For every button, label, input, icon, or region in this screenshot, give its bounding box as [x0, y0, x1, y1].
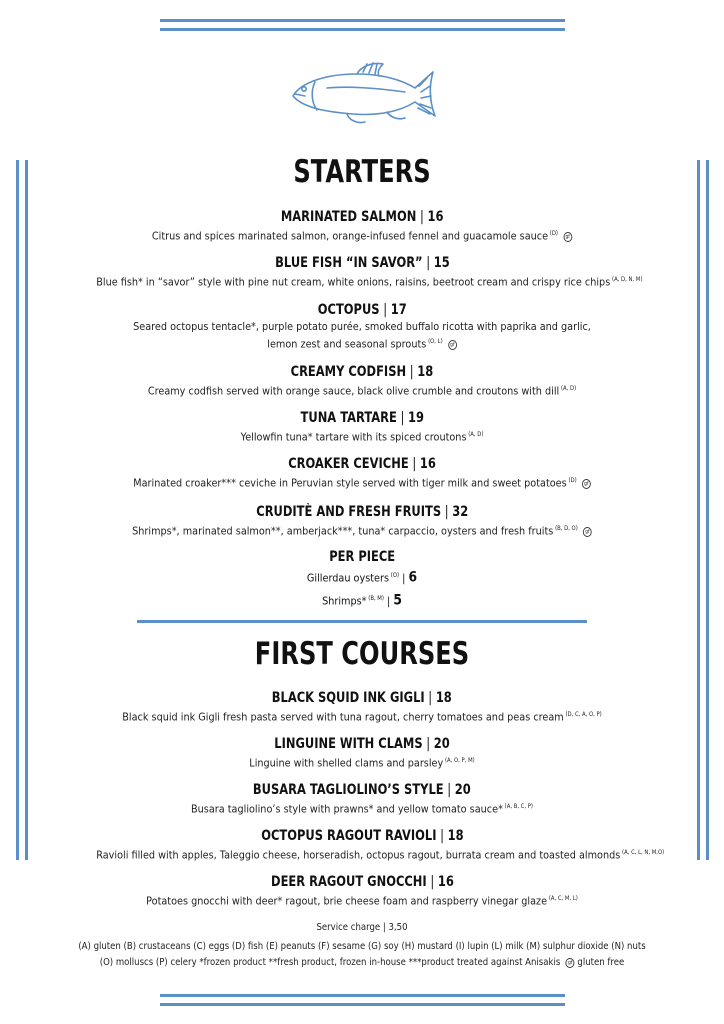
item-description: Ravioli filled with apples, Taleggio cheese, horseradish, octopus ragout, burrata cream and toasted almonds $^{(A, C, L, N, M,O)}$: [96, 848, 665, 862]
item-title: MARINATED SALMON | 16: [280, 209, 444, 225]
per-piece-block: [60, 546, 664, 611]
service-charge: Service charge | 3,50: [316, 922, 408, 933]
item-title: TUNA TARTARE | 19: [300, 410, 424, 426]
item-description-line2: lemon zest and seasonal sprouts $^{(O, L)}$ gf: [96, 334, 628, 352]
gluten-free-icon: gf: [583, 527, 592, 537]
allergen-legend-line1: (A) gluten (B) crustaceans (C) eggs (D) fish (E) peanuts (F) sesame (G) soy (H) mustard (I) lupin (L) milk (M) sulphur dioxide (N) nuts: [78, 941, 646, 952]
item-title: LINGUINE WITH CLAMS | 20: [274, 736, 450, 752]
item-description: Potatoes gnocchi with deer* ragout, brie cheese foam and raspberry vinegar glaze $^{(A, C, M, L)}$: [146, 894, 578, 908]
left-rule-1: [16, 160, 19, 860]
item-title: BLUE FISH “IN SAVOR” | 15: [274, 255, 450, 271]
section-title-first-courses: FIRST COURSES: [254, 636, 470, 672]
item-description: Busara tagliolino’s style with prawns* and yellow tomato sauce* $^{(A, B, C, P)}$: [191, 802, 533, 816]
menu-item-deer-ragout-gnocchi: [60, 871, 664, 909]
item-description: Black squid ink Gigli fresh pasta served with tuna ragout, cherry tomatoes and peas cream $^{(D, C, A, O, P)}$: [122, 710, 602, 724]
menu-item-octopus: [60, 299, 664, 352]
per-piece-item: Gillerdau oysters $^{(O)}$ | 6: [306, 569, 418, 586]
left-rule-2: [25, 160, 28, 860]
item-description: Citrus and spices marinated salmon, orange-infused fennel and guacamole sauce $^{(D)}$ gf: [96, 226, 628, 244]
top-rule-1: [160, 19, 565, 22]
item-description: Creamy codfish served with orange sauce, black olive crumble and croutons with dill $^{(A, D)}$: [147, 384, 577, 398]
item-title: BLACK SQUID INK GIGLI | 18: [271, 690, 453, 706]
menu-item-octopus-ragout-ravioli: [60, 825, 664, 863]
item-description: Yellowfin tuna* tartare with its spiced croutons $^{(A, D)}$: [240, 430, 484, 444]
gluten-free-icon: gf: [448, 340, 457, 350]
section-divider: [137, 620, 587, 623]
item-title: CREAMY CODFISH | 18: [290, 364, 434, 380]
menu-item-busara-tagliolino: [60, 779, 664, 817]
right-rule-1: [697, 160, 700, 860]
item-description: Linguine with shelled clams and parsley $^{(A, O, P, M)}$: [249, 756, 475, 770]
item-description: Marinated croaker*** ceviche in Peruvian style served with tiger milk and sweet potatoes $^{(D)}$ gf: [96, 473, 628, 491]
fish-icon: [287, 58, 437, 126]
item-title: OCTOPUS | 17: [317, 302, 407, 318]
menu-item-black-squid-ink-gigli: [60, 687, 664, 725]
per-piece-title: PER PIECE: [329, 549, 395, 565]
per-piece-item: Shrimps* $^{(B, M)}$ | 5: [322, 592, 402, 609]
gluten-free-icon: gf: [582, 479, 591, 489]
item-description: Shrimps*, marinated salmon**, amberjack***, tuna* carpaccio, oysters and fresh fruits $^{(B, D, O)}$ gf: [96, 521, 628, 539]
menu-item-tuna-tartare: [60, 407, 664, 445]
menu-item-blue-fish: [60, 252, 664, 290]
item-title: CRUDITÈ AND FRESH FRUITS | 32: [256, 504, 468, 520]
gluten-free-icon: gf: [563, 232, 572, 242]
menu-item-croaker-ceviche: [60, 453, 664, 491]
menu-item-crudite: [60, 501, 664, 539]
menu-item-linguine-with-clams: [60, 733, 664, 771]
item-title: BUSARA TAGLIOLINO’S STYLE | 20: [253, 782, 471, 798]
item-title: CROAKER CEVICHE | 16: [288, 456, 436, 472]
right-rule-2: [706, 160, 709, 860]
menu-item-creamy-codfish: [60, 361, 664, 399]
top-rule-2: [160, 28, 565, 31]
item-description: Blue fish* in “savor” style with pine nut cream, white onions, raisins, beetroot cream and crispy rice chips $^{(A, D, N, M)}$: [96, 275, 643, 289]
bottom-rule-1: [160, 994, 565, 997]
bottom-rule-2: [160, 1003, 565, 1006]
gluten-free-icon: gf: [566, 958, 575, 968]
menu-item-marinated-salmon: [60, 206, 664, 244]
section-title-starters: STARTERS: [293, 154, 431, 190]
allergen-legend-line2: (O) molluscs (P) celery *frozen product **fresh product, frozen in-house ***product treated against Anisakis gf gluten free: [99, 957, 625, 968]
item-title: OCTOPUS RAGOUT RAVIOLI | 18: [260, 828, 464, 844]
item-title: DEER RAGOUT GNOCCHI | 16: [270, 874, 454, 890]
item-description: Seared octopus tentacle*, purple potato purée, smoked buffalo ricotta with paprika and garlic,: [133, 320, 591, 333]
